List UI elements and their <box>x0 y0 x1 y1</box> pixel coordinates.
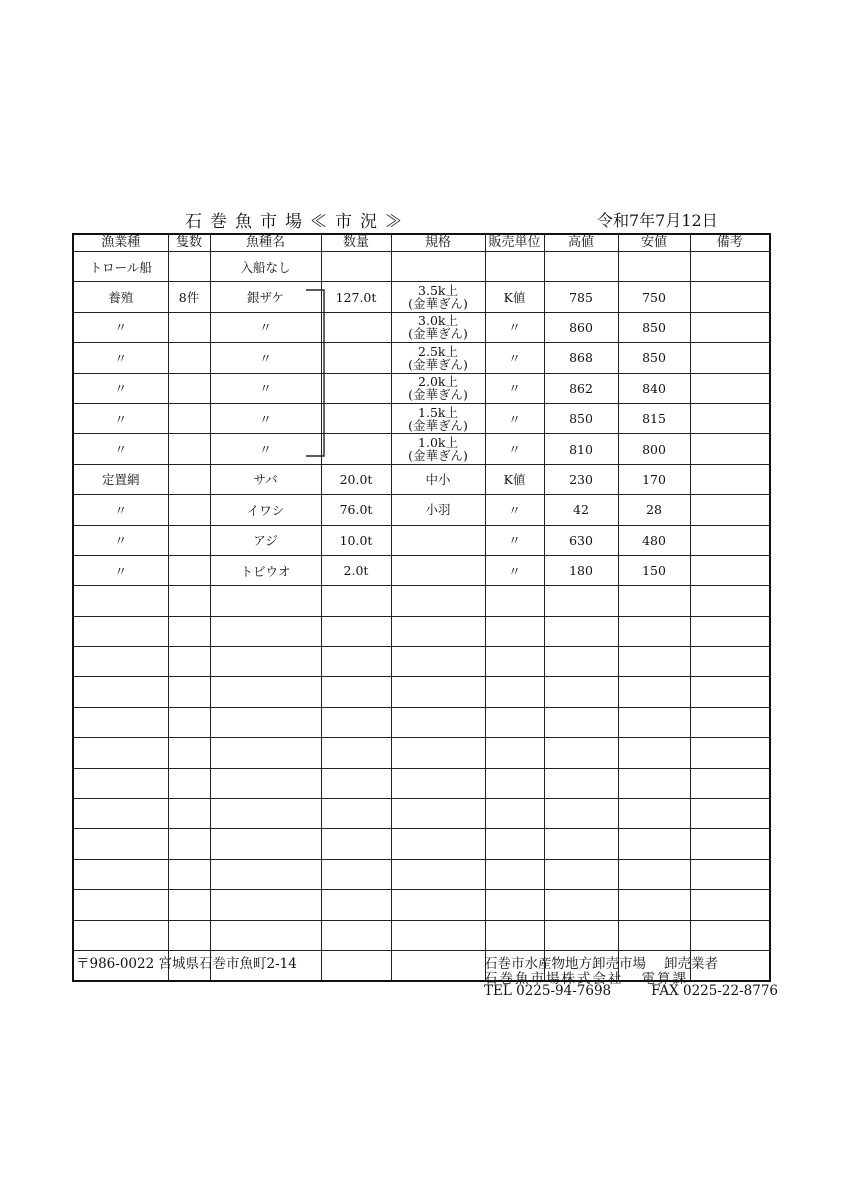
cell-kikaku <box>391 312 485 342</box>
cell-tani <box>485 920 544 950</box>
table-row <box>73 859 770 889</box>
cell-gyogyo <box>73 920 168 950</box>
cell-takane <box>544 890 618 920</box>
cell-suryo: 10.0t <box>321 525 391 555</box>
cell-gyoshu: 入船なし <box>210 252 321 282</box>
spec-line: 3.0k上 <box>418 313 458 329</box>
header-yasune: 安値 <box>618 234 690 252</box>
market-report-table <box>72 233 771 982</box>
cell-gyogyo <box>73 829 168 859</box>
cell-biko <box>690 647 770 677</box>
cell-biko <box>690 586 770 616</box>
cell-takane: 630 <box>544 525 618 555</box>
spec-line: (金華ぎん) <box>408 356 468 372</box>
cell-yasune <box>618 586 690 616</box>
footer-market-role: 卸売業者 <box>664 956 718 972</box>
cell-tani <box>485 252 544 282</box>
footer-contact-line <box>484 983 778 999</box>
table-row <box>73 434 770 464</box>
header-gyoshu: 魚種名 <box>210 234 321 252</box>
spec-line: 1.0k上 <box>418 435 458 451</box>
cell-suryo: 76.0t <box>321 495 391 525</box>
spec-line: 中小 <box>425 471 451 487</box>
cell-gyoshu: サバ <box>210 464 321 494</box>
cell-gyogyo: 〃 <box>73 403 168 433</box>
cell-takane <box>544 647 618 677</box>
cell-gyogyo <box>73 799 168 829</box>
cell-takane <box>544 768 618 798</box>
cell-gyogyo: 〃 <box>73 343 168 373</box>
cell-suryo: 2.0t <box>321 555 391 585</box>
table-row <box>73 525 770 555</box>
cell-sekisu <box>168 829 210 859</box>
cell-sekisu <box>168 525 210 555</box>
report-date: 令和7年7月12日 <box>597 211 718 230</box>
cell-gyogyo: 〃 <box>73 555 168 585</box>
cell-gyoshu: 〃 <box>210 373 321 403</box>
cell-kikaku <box>391 495 485 525</box>
cell-yasune: 850 <box>618 312 690 342</box>
cell-biko <box>690 343 770 373</box>
cell-tani <box>485 707 544 737</box>
header-kikaku: 規格 <box>391 234 485 252</box>
spec-line: (金華ぎん) <box>408 448 468 464</box>
cell-kikaku <box>391 920 485 950</box>
table-row <box>73 403 770 433</box>
cell-suryo <box>321 738 391 768</box>
cell-tani: 〃 <box>485 525 544 555</box>
cell-takane <box>544 677 618 707</box>
cell-takane: 180 <box>544 555 618 585</box>
footer-market: 石巻市水産物地方卸売市場 <box>484 956 646 972</box>
cell-gyogyo: 養殖 <box>73 282 168 312</box>
cell-tani <box>485 799 544 829</box>
cell-sekisu <box>168 464 210 494</box>
cell-kikaku <box>391 738 485 768</box>
cell-tani: 〃 <box>485 403 544 433</box>
cell-gyogyo: 〃 <box>73 495 168 525</box>
cell-biko <box>690 768 770 798</box>
cell-gyogyo <box>73 859 168 889</box>
table-row <box>73 343 770 373</box>
table-row <box>73 282 770 312</box>
cell-suryo <box>321 859 391 889</box>
cell-kikaku <box>391 343 485 373</box>
cell-takane: 850 <box>544 403 618 433</box>
cell-tani: 〃 <box>485 312 544 342</box>
table-row <box>73 373 770 403</box>
cell-gyogyo: 〃 <box>73 434 168 464</box>
cell-takane: 862 <box>544 373 618 403</box>
cell-sekisu <box>168 252 210 282</box>
cell-gyogyo <box>73 707 168 737</box>
cell-yasune <box>618 252 690 282</box>
cell-yasune: 170 <box>618 464 690 494</box>
cell-kikaku <box>391 616 485 646</box>
cell-yasune <box>618 890 690 920</box>
cell-tani <box>485 829 544 859</box>
cell-suryo <box>321 252 391 282</box>
cell-sekisu: 8件 <box>168 282 210 312</box>
cell-takane <box>544 707 618 737</box>
cell-gyoshu <box>210 738 321 768</box>
cell-takane: 810 <box>544 434 618 464</box>
cell-gyoshu <box>210 890 321 920</box>
cell-tani <box>485 768 544 798</box>
cell-gyoshu: 〃 <box>210 434 321 464</box>
cell-takane <box>544 799 618 829</box>
cell-suryo <box>321 799 391 829</box>
cell-kikaku <box>391 768 485 798</box>
cell-tani: 〃 <box>485 555 544 585</box>
cell-tani <box>485 647 544 677</box>
cell-takane <box>544 586 618 616</box>
cell-sekisu <box>168 920 210 950</box>
cell-suryo <box>321 768 391 798</box>
header-tani: 販売単位 <box>485 234 544 252</box>
cell-gyoshu <box>210 829 321 859</box>
cell-yasune: 815 <box>618 403 690 433</box>
spec-line: 小羽 <box>425 502 451 518</box>
cell-suryo <box>321 403 391 433</box>
cell-sekisu <box>168 616 210 646</box>
cell-takane <box>544 252 618 282</box>
cell-tani: 〃 <box>485 434 544 464</box>
cell-biko <box>690 282 770 312</box>
cell-takane <box>544 920 618 950</box>
cell-sekisu <box>168 890 210 920</box>
cell-suryo <box>321 920 391 950</box>
cell-yasune <box>618 677 690 707</box>
cell-kikaku <box>391 525 485 555</box>
cell-biko <box>690 434 770 464</box>
cell-gyoshu <box>210 768 321 798</box>
cell-kikaku <box>391 252 485 282</box>
cell-biko <box>690 555 770 585</box>
cell-biko <box>690 859 770 889</box>
cell-sekisu <box>168 434 210 464</box>
cell-sekisu <box>168 647 210 677</box>
cell-takane <box>544 616 618 646</box>
cell-gyoshu: 〃 <box>210 312 321 342</box>
cell-biko <box>690 252 770 282</box>
cell-sekisu <box>168 343 210 373</box>
spec-line: 2.5k上 <box>418 343 458 359</box>
cell-yasune <box>618 738 690 768</box>
cell-gyoshu <box>210 647 321 677</box>
header-sekisu: 隻数 <box>168 234 210 252</box>
cell-kikaku <box>391 829 485 859</box>
spec-line: 2.0k上 <box>418 374 458 390</box>
cell-kikaku <box>391 859 485 889</box>
cell-sekisu <box>168 586 210 616</box>
cell-sekisu <box>168 859 210 889</box>
spec-line: (金華ぎん) <box>408 387 468 403</box>
table-row <box>73 555 770 585</box>
cell-tani: K値 <box>485 282 544 312</box>
cell-gyoshu <box>210 677 321 707</box>
footer-address: 〒986-0022 宮城県石巻市魚町2-14 <box>76 956 297 972</box>
cell-biko <box>690 373 770 403</box>
cell-kikaku <box>391 950 485 981</box>
cell-gyoshu <box>210 859 321 889</box>
cell-yasune <box>618 859 690 889</box>
spec-line: (金華ぎん) <box>408 417 468 433</box>
group-bracket <box>304 289 326 457</box>
cell-kikaku <box>391 434 485 464</box>
cell-suryo <box>321 890 391 920</box>
cell-yasune: 850 <box>618 343 690 373</box>
cell-yasune <box>618 768 690 798</box>
cell-tani <box>485 586 544 616</box>
spec-line: 3.5k上 <box>418 283 458 299</box>
cell-suryo <box>321 312 391 342</box>
cell-gyoshu <box>210 799 321 829</box>
cell-yasune: 840 <box>618 373 690 403</box>
cell-suryo <box>321 616 391 646</box>
cell-takane: 860 <box>544 312 618 342</box>
cell-suryo <box>321 647 391 677</box>
cell-kikaku <box>391 707 485 737</box>
cell-kikaku <box>391 586 485 616</box>
table-row <box>73 677 770 707</box>
cell-gyogyo <box>73 890 168 920</box>
cell-gyogyo <box>73 647 168 677</box>
cell-tani <box>485 677 544 707</box>
page-title: 石巻魚市場≪市況≫ <box>185 212 410 232</box>
cell-sekisu <box>168 738 210 768</box>
table-row <box>73 647 770 677</box>
cell-yasune <box>618 799 690 829</box>
cell-suryo: 127.0t <box>321 282 391 312</box>
table-row <box>73 616 770 646</box>
cell-gyoshu <box>210 707 321 737</box>
cell-kikaku <box>391 282 485 312</box>
cell-kikaku <box>391 677 485 707</box>
cell-yasune <box>618 707 690 737</box>
table-row <box>73 920 770 950</box>
cell-suryo <box>321 707 391 737</box>
cell-sekisu <box>168 403 210 433</box>
cell-yasune: 150 <box>618 555 690 585</box>
cell-tani: K値 <box>485 464 544 494</box>
header-row <box>73 234 770 252</box>
cell-suryo: 20.0t <box>321 464 391 494</box>
cell-biko <box>690 707 770 737</box>
cell-biko <box>690 464 770 494</box>
cell-takane <box>544 738 618 768</box>
header-takane: 高値 <box>544 234 618 252</box>
table-row <box>73 738 770 768</box>
cell-yasune: 800 <box>618 434 690 464</box>
cell-sekisu <box>168 373 210 403</box>
cell-gyoshu <box>210 586 321 616</box>
cell-suryo <box>321 373 391 403</box>
footer-dept: 電算課 <box>641 971 688 987</box>
cell-sekisu <box>168 707 210 737</box>
spec-line: 1.5k上 <box>418 404 458 420</box>
table-row <box>73 768 770 798</box>
cell-takane: 230 <box>544 464 618 494</box>
cell-sekisu <box>168 495 210 525</box>
cell-biko <box>690 495 770 525</box>
cell-sekisu <box>168 799 210 829</box>
table-row <box>73 707 770 737</box>
cell-tani: 〃 <box>485 343 544 373</box>
cell-biko <box>690 920 770 950</box>
cell-gyoshu <box>210 920 321 950</box>
cell-gyogyo <box>73 677 168 707</box>
cell-gyoshu <box>210 616 321 646</box>
cell-gyogyo: 〃 <box>73 525 168 555</box>
cell-yasune <box>618 829 690 859</box>
cell-biko <box>690 829 770 859</box>
cell-kikaku <box>391 464 485 494</box>
table-row <box>73 829 770 859</box>
cell-sekisu <box>168 768 210 798</box>
cell-suryo <box>321 677 391 707</box>
footer-fax: FAX 0225-22-8776 <box>651 983 778 999</box>
cell-biko <box>690 403 770 433</box>
cell-yasune: 480 <box>618 525 690 555</box>
cell-biko <box>690 677 770 707</box>
cell-takane: 785 <box>544 282 618 312</box>
cell-gyoshu: トビウオ <box>210 555 321 585</box>
cell-gyoshu: アジ <box>210 525 321 555</box>
header-suryo: 数量 <box>321 234 391 252</box>
cell-sekisu <box>168 312 210 342</box>
table-row <box>73 890 770 920</box>
spec-line: (金華ぎん) <box>408 296 468 312</box>
cell-kikaku <box>391 555 485 585</box>
cell-takane <box>544 829 618 859</box>
cell-kikaku <box>391 890 485 920</box>
cell-gyogyo <box>73 616 168 646</box>
cell-gyogyo <box>73 586 168 616</box>
cell-gyoshu: 銀ザケ <box>210 282 321 312</box>
cell-suryo <box>321 586 391 616</box>
cell-gyogyo <box>73 768 168 798</box>
cell-suryo <box>321 343 391 373</box>
cell-biko <box>690 738 770 768</box>
cell-tani: 〃 <box>485 495 544 525</box>
cell-takane: 42 <box>544 495 618 525</box>
table-row <box>73 252 770 282</box>
spec-line: (金華ぎん) <box>408 326 468 342</box>
header-biko: 備考 <box>690 234 770 252</box>
cell-tani <box>485 738 544 768</box>
table-body <box>73 252 770 982</box>
cell-gyogyo: 〃 <box>73 373 168 403</box>
cell-yasune <box>618 616 690 646</box>
cell-suryo <box>321 829 391 859</box>
cell-kikaku <box>391 647 485 677</box>
cell-biko <box>690 525 770 555</box>
cell-gyoshu: イワシ <box>210 495 321 525</box>
cell-suryo <box>321 950 391 981</box>
cell-yasune: 28 <box>618 495 690 525</box>
footer-company: 石巻魚市場株式会社 <box>484 971 624 987</box>
header-gyogyo: 漁業種 <box>73 234 168 252</box>
cell-kikaku <box>391 373 485 403</box>
cell-takane: 868 <box>544 343 618 373</box>
cell-yasune: 750 <box>618 282 690 312</box>
cell-yasune <box>618 647 690 677</box>
cell-gyogyo: トロール船 <box>73 252 168 282</box>
cell-gyogyo: 定置網 <box>73 464 168 494</box>
cell-sekisu <box>168 555 210 585</box>
cell-tani <box>485 890 544 920</box>
cell-biko <box>690 616 770 646</box>
cell-kikaku <box>391 403 485 433</box>
table-row <box>73 586 770 616</box>
cell-gyoshu: 〃 <box>210 343 321 373</box>
table-row <box>73 464 770 494</box>
cell-gyogyo: 〃 <box>73 312 168 342</box>
cell-kikaku <box>391 799 485 829</box>
table-row <box>73 312 770 342</box>
cell-biko <box>690 890 770 920</box>
table-row <box>73 495 770 525</box>
cell-sekisu <box>168 677 210 707</box>
cell-gyoshu: 〃 <box>210 403 321 433</box>
cell-tani <box>485 616 544 646</box>
cell-biko <box>690 799 770 829</box>
footer-tel: TEL 0225-94-7698 <box>484 983 612 999</box>
cell-yasune <box>618 920 690 950</box>
cell-tani <box>485 859 544 889</box>
cell-tani: 〃 <box>485 373 544 403</box>
cell-biko <box>690 312 770 342</box>
cell-suryo <box>321 434 391 464</box>
cell-gyogyo <box>73 738 168 768</box>
cell-takane <box>544 859 618 889</box>
table-row <box>73 799 770 829</box>
